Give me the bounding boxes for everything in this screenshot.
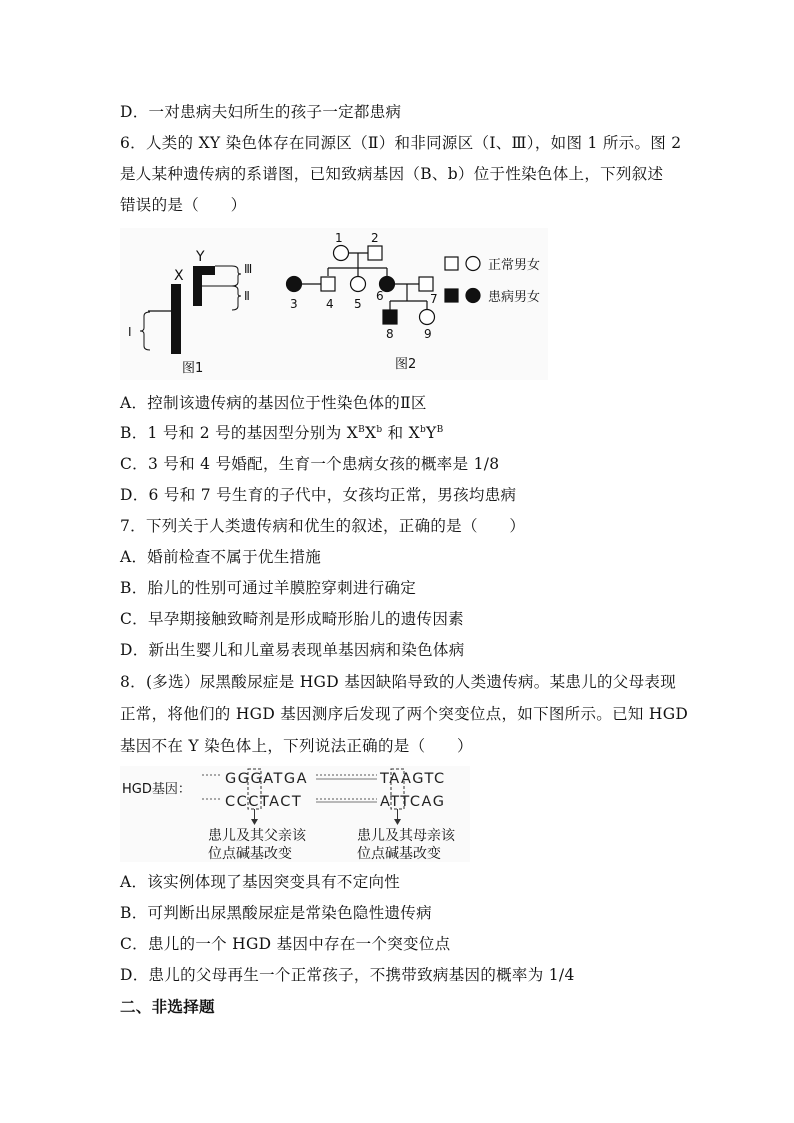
genotype-x: X [364,424,377,442]
genotype-sup-2: b [376,425,383,435]
note-right-line2: 位点碱基改变 [357,846,441,862]
hgd-gene-label: HGD基因： [122,782,191,797]
label-5: 5 [354,297,362,311]
q8-option-d: D．患儿的父母再生一个正常孩子，不携带致病基因的概率为 1/4 [120,966,575,984]
individual-3 [287,277,302,292]
genotype-y: Y [426,424,437,442]
q8-stem-line1: 8．(多选）尿黑酸尿症是 HGD 基因缺陷导致的人类遗传病。某患儿的父母表现 [120,673,676,691]
label-6: 6 [376,289,384,303]
q7-option-b: B．胎儿的性别可通过羊膜腔穿刺进行确定 [120,579,417,597]
y-chromosome [193,266,202,306]
individual-5 [351,277,366,292]
individual-4 [321,277,335,291]
q8-figure [120,766,470,862]
individual-1 [334,246,349,261]
q6-stem-line2: 是人某种遗传病的系谱图，已知致病基因（B、b）位于性染色体上，下列叙述 [120,165,664,183]
seq-bottom-left: CCCTACT [225,794,303,810]
q8-stem-line3: 基因不在 Y 染色体上，下列说法正确的是（ ） [120,737,473,755]
individual-2 [368,246,382,260]
individual-9 [420,310,435,325]
fig1-label: 图1 [182,361,204,376]
genotype-sup-1: B [358,425,365,435]
q7-option-a: A．婚前检查不属于优生措施 [120,548,322,566]
region-3-label: Ⅲ [244,262,253,276]
seq-top-right: TAAGTC [380,771,446,787]
legend-normal-female [466,257,480,271]
label-1: 1 [335,231,343,245]
note-left-line1: 患儿及其父亲该 [208,828,306,844]
individual-8 [383,310,397,324]
region-2-label: Ⅱ [244,289,250,303]
legend-affected-text: 患病男女 [488,290,541,305]
q6-option-c: C．3 号和 4 号婚配，生育一个患病女孩的概率是 1/8 [120,455,500,473]
legend-normal-text: 正常男女 [488,258,541,273]
y-chromosome-top [202,266,215,275]
q6-stem-line3: 错误的是（ ） [120,196,247,214]
q8-option-a: A．该实例体现了基因突变具有不定向性 [120,873,401,891]
q8-option-b: B．可判断出尿黑酸尿症是常染色隐性遗传病 [120,904,432,922]
q6-option-b-prefix: B．1 号和 2 号的基因型分别为 X [120,424,359,442]
legend-affected-female [466,289,480,303]
label-2: 2 [371,231,379,245]
section-title: 二、非选择题 [120,997,215,1016]
label-9: 9 [424,327,432,341]
note-left-line2: 位点碱基改变 [208,846,292,862]
region-1-label: Ⅰ [128,325,132,339]
q8-option-c: C．患儿的一个 HGD 基因中存在一个突变位点 [120,935,451,953]
chrom-x-label: X [174,268,184,284]
q6-figure [120,228,548,380]
q8-stem-line2: 正常，将他们的 HGD 基因测序后发现了两个突变位点，如下图所示。已知 HGD [120,705,689,723]
q7-stem: 7．下列关于人类遗传病和优生的叙述，正确的是（ ） [120,517,526,535]
q7-option-c: C．早孕期接触致畸剂是形成畸形胎儿的遗传因素 [120,610,464,628]
genotype-sup-4: B [436,425,444,435]
genotype-sup-3: b [419,425,427,435]
label-7: 7 [430,292,438,306]
label-4: 4 [326,297,334,311]
q6-option-b-mid: 和 X [382,424,420,442]
legend-normal-male [445,257,458,270]
note-right-line1: 患儿及其母亲该 [357,828,455,844]
q7-option-d: D．新出生婴儿和儿童易表现单基因病和染色体病 [120,641,465,659]
q6-option-d: D．6 号和 7 号生育的子代中，女孩均正常，男孩均患病 [120,486,517,504]
q6-stem-line1: 6．人类的 XY 染色体存在同源区（Ⅱ）和非同源区（Ⅰ、Ⅲ），如图 1 所示。图 2 [120,134,682,152]
x-chromosome [171,284,181,354]
seq-top-left: GGGATGA [225,771,309,787]
seq-bottom-right: ATTCAG [380,794,446,810]
chrom-y-label: Y [196,249,205,265]
q6-option-b [120,422,444,444]
q5-option-d: D．一对患病夫妇所生的孩子一定都患病 [120,103,402,121]
label-3: 3 [290,297,298,311]
label-8: 8 [386,327,394,341]
legend-affected-male [445,289,458,302]
fig2-label: 图2 [395,357,417,372]
individual-7 [419,277,433,291]
q6-option-a: A．控制该遗传病的基因位于性染色体的Ⅱ区 [120,394,427,412]
